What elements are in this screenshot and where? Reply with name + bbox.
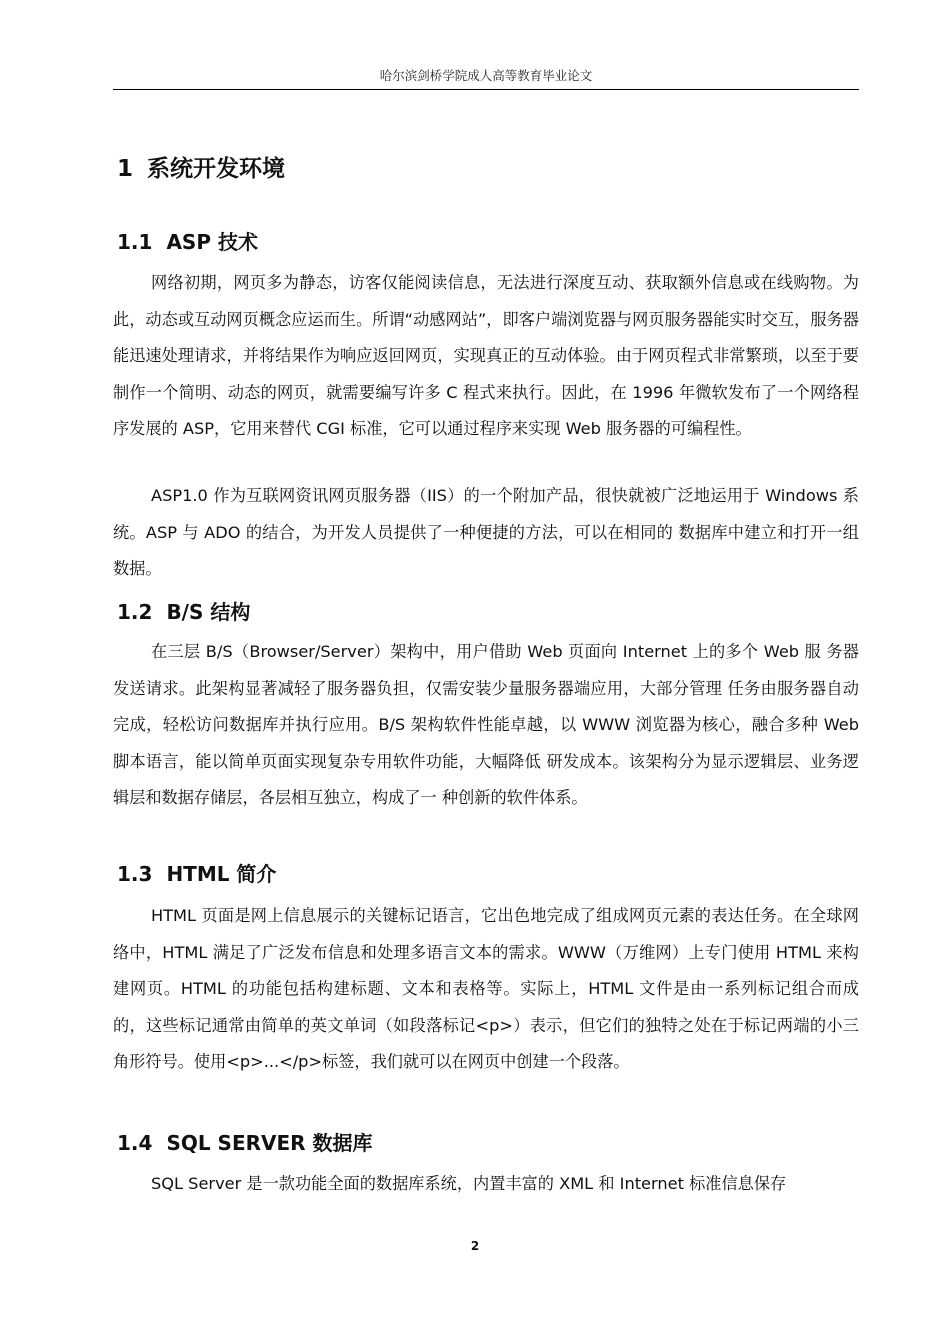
section-number: 1.3 — [117, 862, 153, 886]
section-number: 1.1 — [117, 230, 153, 254]
section-number: 1.4 — [117, 1131, 153, 1155]
section-title: SQL SERVER 数据库 — [166, 1131, 373, 1155]
chapter-heading — [117, 150, 285, 183]
paragraph-asp-history: ASP1.0 作为互联网资讯网页服务器（IIS）的一个附加产品，很快就被广泛地运用于 Windows 系统。ASP 与 ADO 的结合，为开发人员提供了一种便捷的方法，可以在相同的 数据库中建立和打开一组数据。 — [113, 486, 859, 578]
section-title: HTML 简介 — [166, 862, 277, 886]
paragraph-asp-intro: 网络初期，网页多为静态，访客仅能阅读信息，无法进行深度互动、获取额外信息或在线购物。为此，动态或互动网页概念应运而生。所谓“动感网站”，即客户端浏览器与网页服务器能实时交互，服务器能迅速处理请求，并将结果作为响应返回网页，实现真正的互动体验。由于网页程式非常繁琐，以至于要制作一个简明、动态的网页，就需要编写许多 C 程式来执行。因此，在 1996 年微软发布了一个网络程序发展的 ASP，它用来替代 CGI 标准，它可以通过程序来实现 Web 服务器的可编程性。 — [113, 273, 859, 438]
chapter-number: 1 — [117, 156, 134, 182]
running-header: 哈尔滨剑桥学院成人高等教育毕业论文 — [379, 68, 593, 83]
paragraph-bs-structure: 在三层 B/S（Browser/Server）架构中，用户借助 Web 页面向 Internet 上的多个 Web 服 务器发送请求。此架构显著减轻了服务器负担，仅需安装少量服务器端应用，大部分管理 任务由服务器自动完成，轻松访问数据库并执行应用。B/S 架构软件性能卓越，以 WWW 浏览器为核心，融合多种 Web 脚本语言，能以简单页面实现复杂专用软件功能，大幅降低 研发成本。该架构分为显示逻辑层、业务逻辑层和数据存储层，各层相互独立，构成了一 种创新的软件体系。 — [113, 642, 859, 807]
section-heading-1-2 — [117, 596, 250, 625]
section-heading-1-1 — [117, 226, 258, 255]
section-heading-1-3 — [117, 858, 276, 887]
paragraph-sqlserver-intro: SQL Server 是一款功能全面的数据库系统，内置丰富的 XML 和 Internet 标准信息保存 — [151, 1174, 787, 1193]
chapter-title: 系统开发环境 — [147, 156, 286, 182]
section-title: B/S 结构 — [166, 600, 251, 624]
section-title: ASP 技术 — [166, 230, 258, 254]
header-rule — [113, 89, 859, 90]
section-number: 1.2 — [117, 600, 153, 624]
paragraph-html-intro: HTML 页面是网上信息展示的关键标记语言，它出色地完成了组成网页元素的表达任务。在全球网络中，HTML 满足了广泛发布信息和处理多语言文本的需求。WWW（万维网）上专门使用 HTML 来构建网页。HTML 的功能包括构建标题、文本和表格等。实际上，HTML 文件是由一系列标记组合而成的，这些标记通常由简单的英文单词（如段落标记<p>）表示，但它们的独特之处在于标记两端的小三角形符号。使用<p>...</p>标签，我们就可以在网页中创建一个段落。 — [113, 906, 859, 1071]
page-number: 2 — [470, 1239, 480, 1253]
section-heading-1-4 — [117, 1127, 373, 1156]
